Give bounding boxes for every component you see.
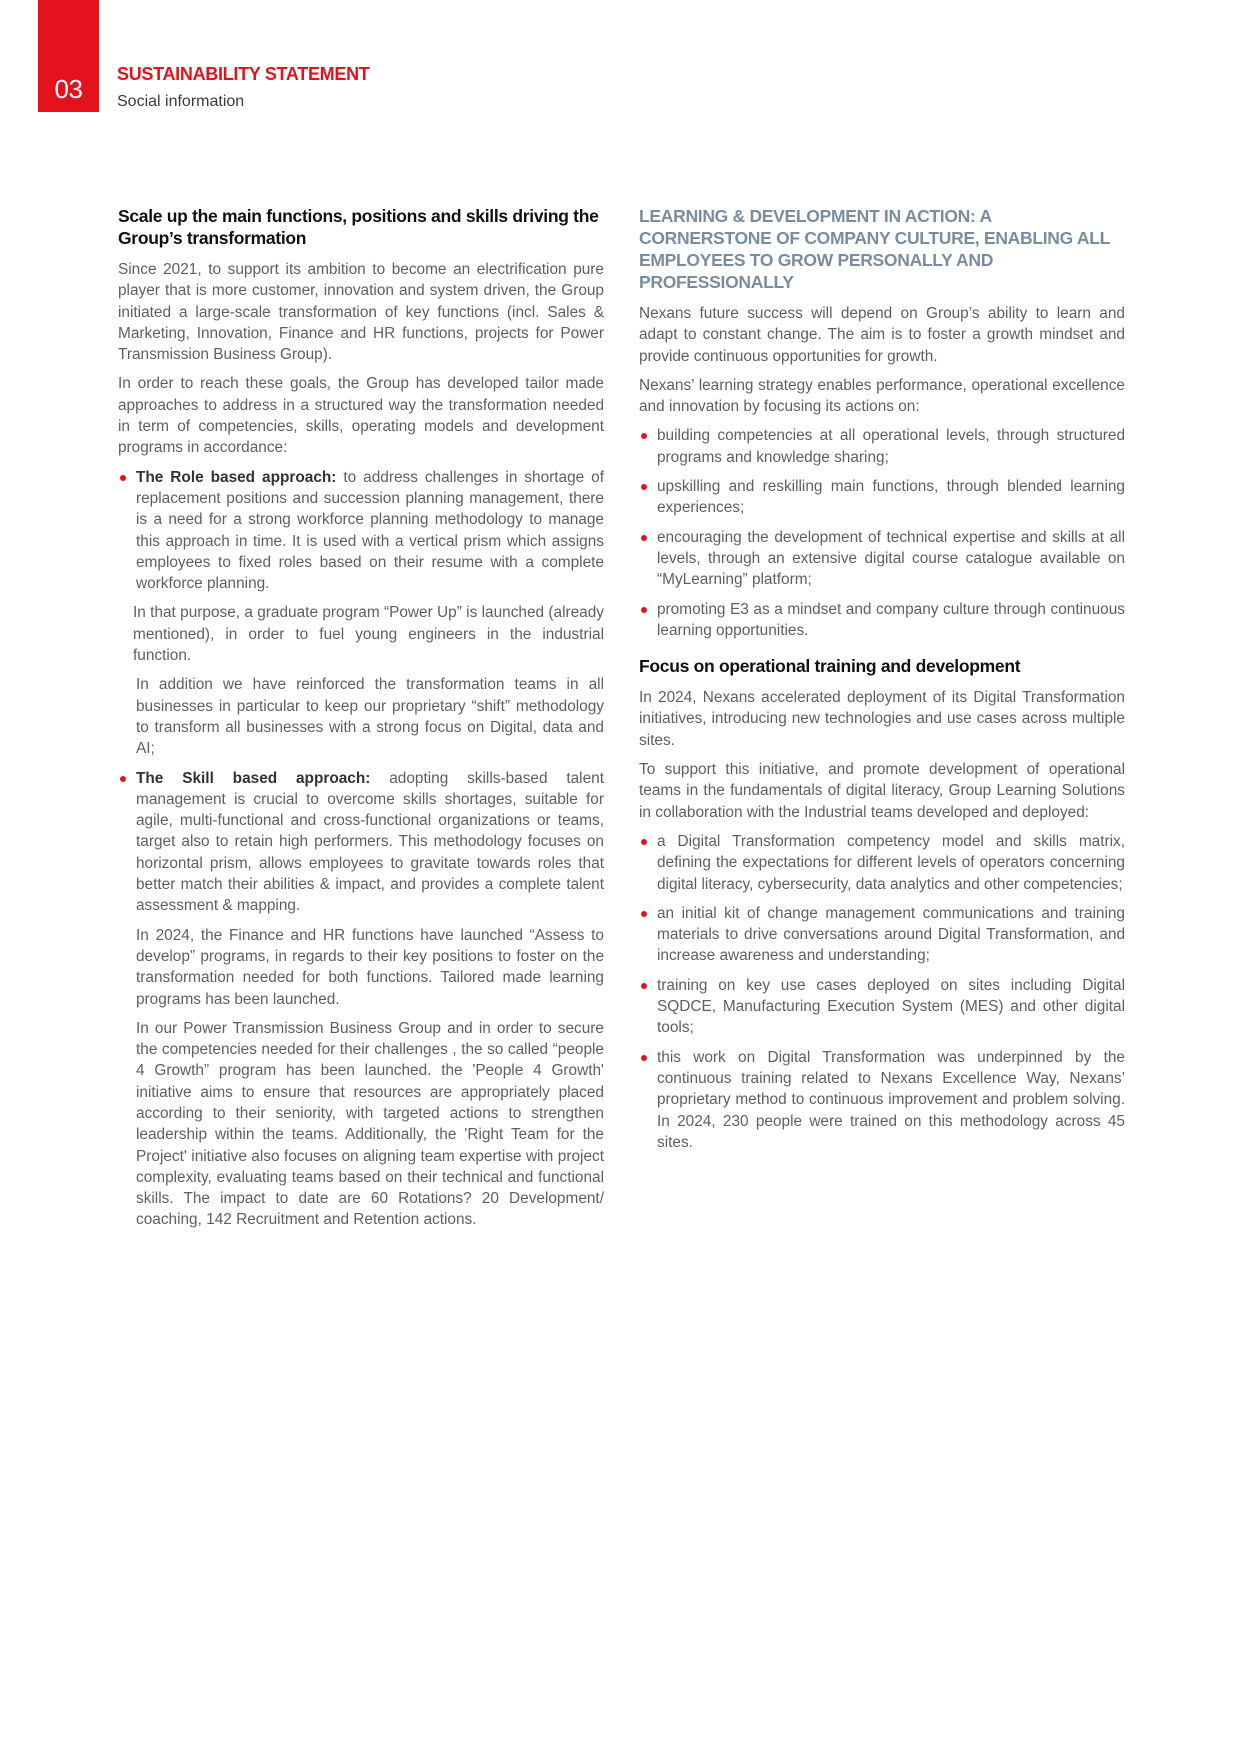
list-item-text: a Digital Transformation competency model and skills matrix, defining the expectations for different levels of operators concerning digital literacy, cybersecurity, data analytics and other competencies;	[657, 832, 1125, 893]
list-item-text: encouraging the development of technical expertise and skills at all levels, through an extensive digital course catalogue available on “MyLearning” platform;	[657, 528, 1125, 589]
list-item	[639, 1047, 1125, 1153]
list-item-text: training on key use cases deployed on sites including Digital SQDCE, Manufacturing Execution System (MES) and other digital tools;	[657, 976, 1125, 1037]
left-heading: Scale up the main functions, positions and skills driving the Group’s transformation	[118, 206, 599, 248]
list-item	[639, 425, 1125, 468]
paragraph: In 2024, the Finance and HR functions have launched “Assess to develop” programs, in regards to their key positions to foster on the transformation needed for both functions. Tailored made learning programs has been launched.	[136, 926, 604, 1008]
paragraph: In that purpose, a graduate program “Power Up” is launched (already mentioned), in order to fuel young engineers in the industrial function.	[133, 604, 604, 665]
paragraph: Nexans future success will depend on Group’s ability to learn and adapt to constant change. The aim is to foster a growth mindset and provide continuous opportunities for growth.	[639, 305, 1125, 365]
right-column	[639, 205, 1125, 1161]
list-item-role-approach	[118, 467, 604, 595]
learning-actions-list	[639, 425, 1125, 641]
list-item-text: upskilling and reskilling main functions, through blended learning experiences;	[657, 478, 1125, 517]
paragraph: Since 2021, to support its ambition to become an electrification pure player that is more customer, innovation and system driven, the Group initiated a large-scale transformation of key functions (incl. Sales & Marketing, Innovation, Finance and HR functions, projects for Power Transmission Business Group).	[118, 261, 604, 364]
skill-approach-label: The Skill based approach:	[136, 769, 371, 787]
list-item	[639, 831, 1125, 895]
right-heading: LEARNING & DEVELOPMENT IN ACTION: A CORNERSTONE OF COMPANY CULTURE, ENABLING ALL EMPLOYEES TO GROW PERSONALLY AND PROFESSIONALLY	[639, 206, 1110, 292]
paragraph	[136, 467, 604, 595]
list-item-skill-approach	[118, 768, 604, 917]
paragraph: In our Power Transmission Business Group and in order to secure the competencies needed for their challenges , the so called “people 4 Growth” program has been launched. the 'People 4 Growth' initiative aims to ensure that resources are appropriately placed according to their seniority, with targeted actions to strengthen leadership within the teams. Additionally, the 'Right Team for the Project' initiative also focuses on aligning team expertise with project complexity, evaluating teams based on their technical and functional skills. The impact to date are 60 Rotations? 20 Development/ coaching, 142 Recruitment and Retention actions.	[136, 1019, 604, 1229]
paragraph: In addition we have reinforced the transformation teams in all businesses in particular to keep our proprietary “shift” methodology to transform all businesses with a strong focus on Digital, data and AI;	[136, 676, 604, 758]
list-item	[639, 903, 1125, 967]
list-item	[639, 527, 1125, 591]
skill-approach-text: adopting skills-based talent management is crucial to overcome skills shortages, suitable for agile, multi-functional and cross-functional organizations or teams, target also to retain high performers. This methodology focuses on horizontal prism, allows employees to gravitate towards roles that better match their abilities & impact, and provides a complete talent assessment & mapping.	[136, 769, 604, 915]
paragraph: To support this initiative, and promote development of operational teams in the fundamentals of digital literacy, Group Learning Solutions in collaboration with the Industrial teams developed and deployed:	[639, 761, 1125, 821]
approach-list	[118, 768, 604, 917]
chapter-tab	[38, 0, 99, 112]
role-approach-text: to address challenges in shortage of replacement positions and succession planning management, there is a need for a strong workforce planning methodology to manage this approach in time. It is used with a vertical prism which assigns employees to fixed roles based on their resume with a complete workforce planning.	[136, 468, 604, 593]
left-column	[118, 205, 604, 1239]
chapter-number: 03	[54, 74, 83, 104]
paragraph: In order to reach these goals, the Group has developed tailor made approaches to address in a structured way the transformation needed in term of competencies, skills, operating models and development programs in accordance:	[118, 375, 604, 457]
focus-heading: Focus on operational training and development	[639, 656, 1021, 677]
list-item-text: building competencies at all operational levels, through structured programs and knowledge sharing;	[657, 427, 1125, 466]
paragraph	[136, 768, 604, 917]
list-item-text: an initial kit of change management communications and training materials to drive conversations around Digital Transformation, and increase awareness and understanding;	[657, 904, 1125, 965]
section-title: SUSTAINABILITY STATEMENT	[117, 64, 370, 84]
list-item	[639, 476, 1125, 519]
paragraph: In 2024, Nexans accelerated deployment of its Digital Transformation initiatives, introducing new technologies and use cases across multiple sites.	[639, 689, 1125, 749]
role-approach-label: The Role based approach:	[136, 468, 337, 486]
list-item	[639, 975, 1125, 1039]
paragraph: Nexans’ learning strategy enables performance, operational excellence and innovation by focusing its actions on:	[639, 376, 1125, 416]
deployment-list	[639, 831, 1125, 1153]
section-subtitle: Social information	[117, 93, 245, 110]
list-item-text: promoting E3 as a mindset and company culture through continuous learning opportunities.	[657, 600, 1125, 639]
approach-list	[118, 467, 604, 595]
list-item	[639, 599, 1125, 642]
list-item-text: this work on Digital Transformation was underpinned by the continuous training related to Nexans Excellence Way, Nexans’ proprietary method to continuous improvement and problem solving. In 2024, 230 people were trained on this methodology across 45 sites.	[657, 1048, 1125, 1151]
